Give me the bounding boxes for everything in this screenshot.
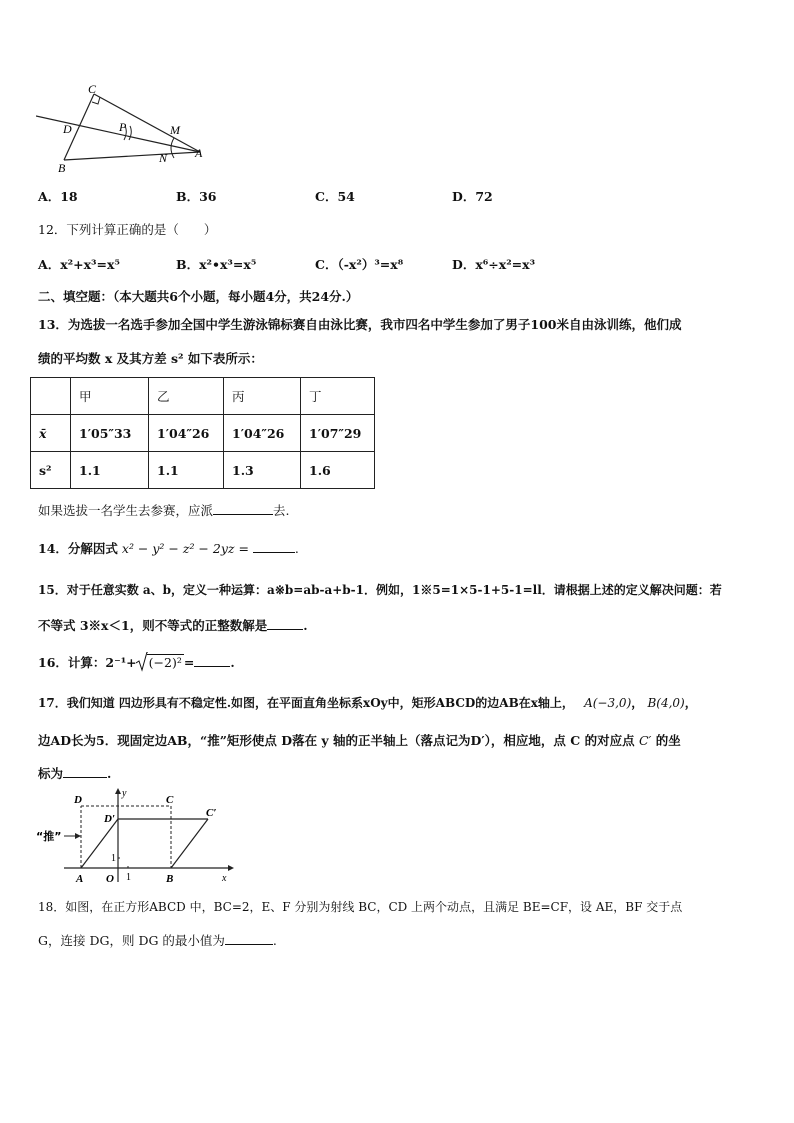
table-cell: 丙 bbox=[224, 378, 301, 415]
fig2-label-D-prime: D′ bbox=[104, 813, 116, 825]
q16-stem: 16．计算：2⁻¹+ bbox=[38, 655, 137, 670]
fig2-x-arrow bbox=[228, 865, 234, 871]
answer-blank[interactable] bbox=[267, 617, 303, 630]
fig2-label-1x: 1 bbox=[126, 872, 131, 883]
fig2-label-C-prime: C′ bbox=[206, 807, 217, 819]
fig2-label-B: B bbox=[166, 873, 174, 885]
table-cell bbox=[31, 378, 71, 415]
q16-radical bbox=[147, 654, 184, 670]
q14-stem: 14．分解因式 bbox=[38, 541, 118, 556]
fig1-label-C: C bbox=[88, 82, 97, 96]
q16-eq: = bbox=[183, 655, 195, 670]
q13-after-end: 去. bbox=[273, 503, 290, 518]
fig1-label-D: D bbox=[63, 122, 72, 136]
q11-option-b: B．36 bbox=[176, 189, 217, 204]
sqrt-sign-icon bbox=[136, 652, 148, 672]
q17-point-b: B(4,0) bbox=[647, 696, 685, 710]
fig1-right-angle bbox=[92, 97, 100, 104]
section-heading: 二、填空题：（本大题共6个小题，每小题4分，共24分.） bbox=[38, 289, 359, 304]
fig2-label-O: O bbox=[106, 873, 114, 885]
table-cell: s² bbox=[31, 452, 71, 489]
fig2-label-y: y bbox=[122, 788, 127, 799]
table-cell: 1′05″33 bbox=[71, 415, 149, 452]
fig2-label-1y: 1 bbox=[111, 853, 116, 864]
table-cell: 1′04″26 bbox=[149, 415, 224, 452]
fig2-CB-prime bbox=[171, 819, 208, 868]
q13-after-text: 如果选拔一名学生去参赛，应派 bbox=[38, 503, 214, 518]
q14-line bbox=[38, 539, 299, 557]
q18-line2-text: G，连接 DG，则 DG 的最小值为 bbox=[38, 933, 225, 948]
q17-line2-text: 边AD长为5．现固定边AB，“推”矩形使点 D落在 y 轴的正半轴上（落点记为D′），相应地，点 C 的对应点 bbox=[38, 733, 635, 748]
table-cell: 1.3 bbox=[224, 452, 301, 489]
q17-c-prime: C′ bbox=[638, 733, 652, 748]
q15-end: . bbox=[303, 618, 308, 633]
answer-blank[interactable] bbox=[63, 765, 107, 778]
answer-blank[interactable] bbox=[225, 932, 273, 945]
table-row bbox=[31, 378, 375, 415]
q12-option-b: B．x²•x³=x⁵ bbox=[176, 257, 257, 272]
fig2-label-x: x bbox=[222, 873, 227, 884]
q12-stem: 12．下列计算正确的是（ ） bbox=[38, 222, 217, 237]
table-cell: 1′04″26 bbox=[224, 415, 301, 452]
table-cell: x̄ bbox=[31, 415, 71, 452]
table-cell: 1.1 bbox=[71, 452, 149, 489]
q18-end: . bbox=[272, 933, 277, 948]
table-cell: 甲 bbox=[71, 378, 149, 415]
q15-line2 bbox=[38, 616, 308, 634]
fig2-y-arrow bbox=[115, 788, 121, 794]
table-cell: 乙 bbox=[149, 378, 224, 415]
coordinate-figure bbox=[36, 786, 236, 886]
q17-line3-text: 标为 bbox=[38, 766, 64, 781]
q13-line2: 绩的平均数 x 及其方差 s² 如下表所示： bbox=[38, 351, 263, 366]
q17-end: . bbox=[107, 766, 112, 781]
fig2-label-C: C bbox=[166, 794, 174, 806]
fig1-line-BA bbox=[64, 152, 200, 160]
fig1-label-M: M bbox=[170, 123, 180, 137]
q11-option-d: D．72 bbox=[452, 189, 493, 204]
fig1-label-A: A bbox=[195, 146, 203, 160]
q18-line1: 18．如图，在正方形ABCD 中，BC=2，E、F 分别为射线 BC，CD 上两个动点，且满足 BE=CF，设 AE，BF 交于点 bbox=[38, 900, 683, 914]
q11-option-c: C．54 bbox=[315, 189, 355, 204]
table-cell: 1′07″29 bbox=[301, 415, 375, 452]
fig1-line-CA bbox=[94, 94, 200, 152]
q18-line2 bbox=[38, 931, 277, 949]
q13-line1: 13．为选拔一名选手参加全国中学生游泳锦标赛自由泳比赛，我市四名中学生参加了男子100米自由泳训练，他们成 bbox=[38, 317, 682, 332]
q12-option-a: A．x²+x³=x⁵ bbox=[38, 257, 120, 272]
q17-line2 bbox=[38, 731, 681, 749]
fig1-arc-MN bbox=[171, 138, 174, 158]
answer-blank[interactable] bbox=[253, 540, 295, 553]
q16-radicand: (−2)² bbox=[148, 655, 182, 670]
table-cell: 1.1 bbox=[149, 452, 224, 489]
fig2-label-A: A bbox=[76, 873, 84, 885]
answer-blank[interactable] bbox=[213, 502, 273, 515]
fig1-arc-P2 bbox=[129, 126, 131, 140]
fig2-push-arrowhead bbox=[75, 833, 81, 839]
stats-table bbox=[30, 377, 375, 489]
q17-point-a: A(−3,0) bbox=[584, 696, 632, 710]
q15-line1: 15．对于任意实数 a、b，定义一种运算：a※b=ab-a+b-1．例如，1※5=1×5-1+5-1=ll．请根据上述的定义解决问题：若 bbox=[38, 583, 722, 597]
fig1-label-N: N bbox=[159, 151, 168, 165]
fig2-label-D: D bbox=[74, 794, 82, 806]
q17-line3 bbox=[38, 764, 111, 782]
q15-line2-text: 不等式 3※x＜1，则不等式的正整数解是 bbox=[38, 618, 268, 633]
q17-line2-end: 的坐 bbox=[655, 733, 681, 748]
answer-blank[interactable] bbox=[194, 654, 230, 667]
q13-after bbox=[38, 501, 290, 519]
q12-option-c: C．（-x²）³=x⁸ bbox=[315, 257, 404, 272]
table-row bbox=[31, 415, 375, 452]
q16-end: . bbox=[230, 655, 235, 670]
q14-expression: x² − y² − z² − 2yz = bbox=[121, 541, 249, 556]
table-row bbox=[31, 452, 375, 489]
table-cell: 丁 bbox=[301, 378, 375, 415]
q17-line1-text: 17．我们知道 四边形具有不稳定性.如图，在平面直角坐标系xOy中，矩形ABCD的边AB在x轴上， bbox=[38, 696, 574, 710]
q14-end: . bbox=[294, 541, 299, 556]
q11-option-a: A．18 bbox=[38, 189, 78, 204]
q17-line1: 17．我们知道 四边形具有不稳定性.如图，在平面直角坐标系xOy中，矩形ABCD的边AB在x轴上， A(−3,0)， B(4,0)， bbox=[38, 696, 697, 710]
fig1-label-B: B bbox=[58, 161, 66, 174]
triangle-figure bbox=[36, 82, 212, 174]
fig2-label-push: “推” bbox=[36, 830, 62, 843]
q12-option-d: D．x⁶÷x²=x³ bbox=[452, 257, 536, 272]
table-cell: 1.6 bbox=[301, 452, 375, 489]
fig1-label-P: P bbox=[119, 120, 127, 134]
